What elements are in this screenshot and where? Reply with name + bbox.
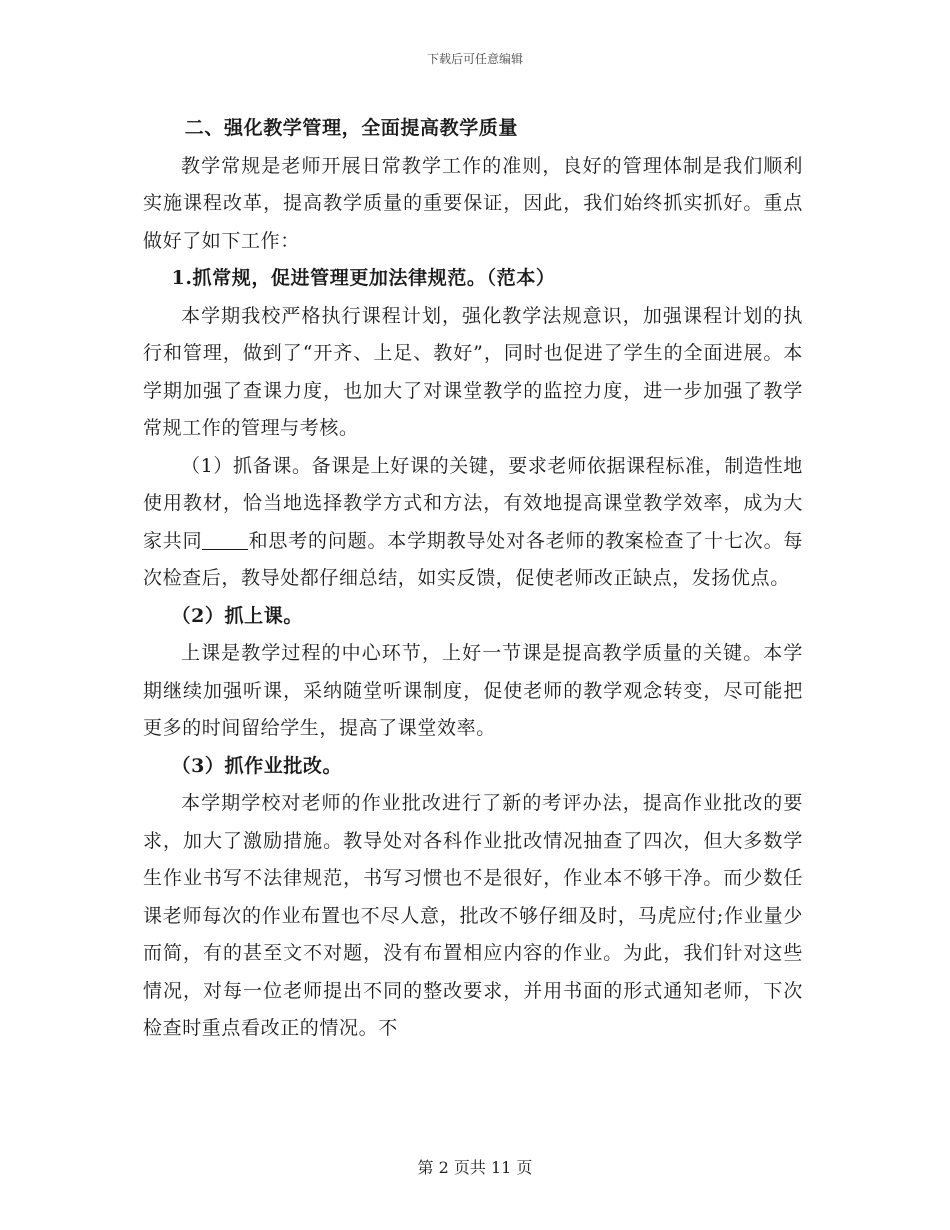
section-heading: 二、强化教学管理，全面提高教学质量	[184, 117, 518, 139]
fill-in-blank	[202, 530, 248, 550]
item2-heading: （2）抓上课。	[171, 604, 303, 627]
subsection-heading: 1.抓常规，促进管理更加法律规范。（范本）	[171, 267, 556, 289]
subsection-paragraph: 本学期我校严格执行课程计划，强化教学法规意识，加强课程计划的执行和管理，做到了“开齐、上足、教好”，同时也促进了学生的全面进展。本学期加强了查课力度，也加大了对课堂教学的监控力度，进一步加强了教学常规工作的管理与考核。	[143, 304, 803, 439]
section-intro-paragraph: 教学常规是老师开展日常教学工作的准则，良好的管理体制是我们顺利实施课程改革，提高教学质量的重要保证，因此，我们始终抓实抓好。重点做好了如下工作：	[143, 154, 803, 252]
header-note: 下载后可任意编辑	[426, 52, 523, 66]
item1-text-after-blank: 和思考的问题。本学期教导处对各老师的教案检查了十七次。每次检查后，教导处都仔细总结，如实反馈，促使老师改正缺点，发扬优点。	[143, 529, 803, 589]
page-number-footer: 第 2 页共 11 页	[417, 1158, 533, 1177]
document-body	[143, 110, 803, 1048]
item3-paragraph: 本学期学校对老师的作业批改进行了新的考评办法，提高作业批改的要求，加大了激励措施。教导处对各科作业批改情况抽查了四次，但大多数学生作业书写不法律规范，书写习惯也不是很好，作业本不够干净。而少数任课老师每次的作业布置也不尽人意，批改不够仔细及时，马虎应付;作业量少而简，有的甚至文不对题，没有布置相应内容的作业。为此，我们针对这些情况，对每一位老师提出不同的整改要求，并用书面的形式通知老师，下次检查时重点看改正的情况。不	[143, 792, 803, 1039]
item1-paragraph	[143, 448, 803, 598]
item1-text-before-blank: （1）抓备课。备课是上好课的关键，要求老师依据课程标准，制造性地使用教材，恰当地选择教学方式和方法，有效地提高课堂教学效率，成为大家共同	[143, 454, 803, 552]
item2-paragraph: 上课是教学过程的中心环节，上好一节课是提高教学质量的关键。本学期继续加强听课，采纳随堂听课制度，促使老师的教学观念转变，尽可能把更多的时间留给学生，提高了课堂效率。	[143, 642, 803, 739]
item3-heading: （3）抓作业批改。	[171, 754, 343, 777]
